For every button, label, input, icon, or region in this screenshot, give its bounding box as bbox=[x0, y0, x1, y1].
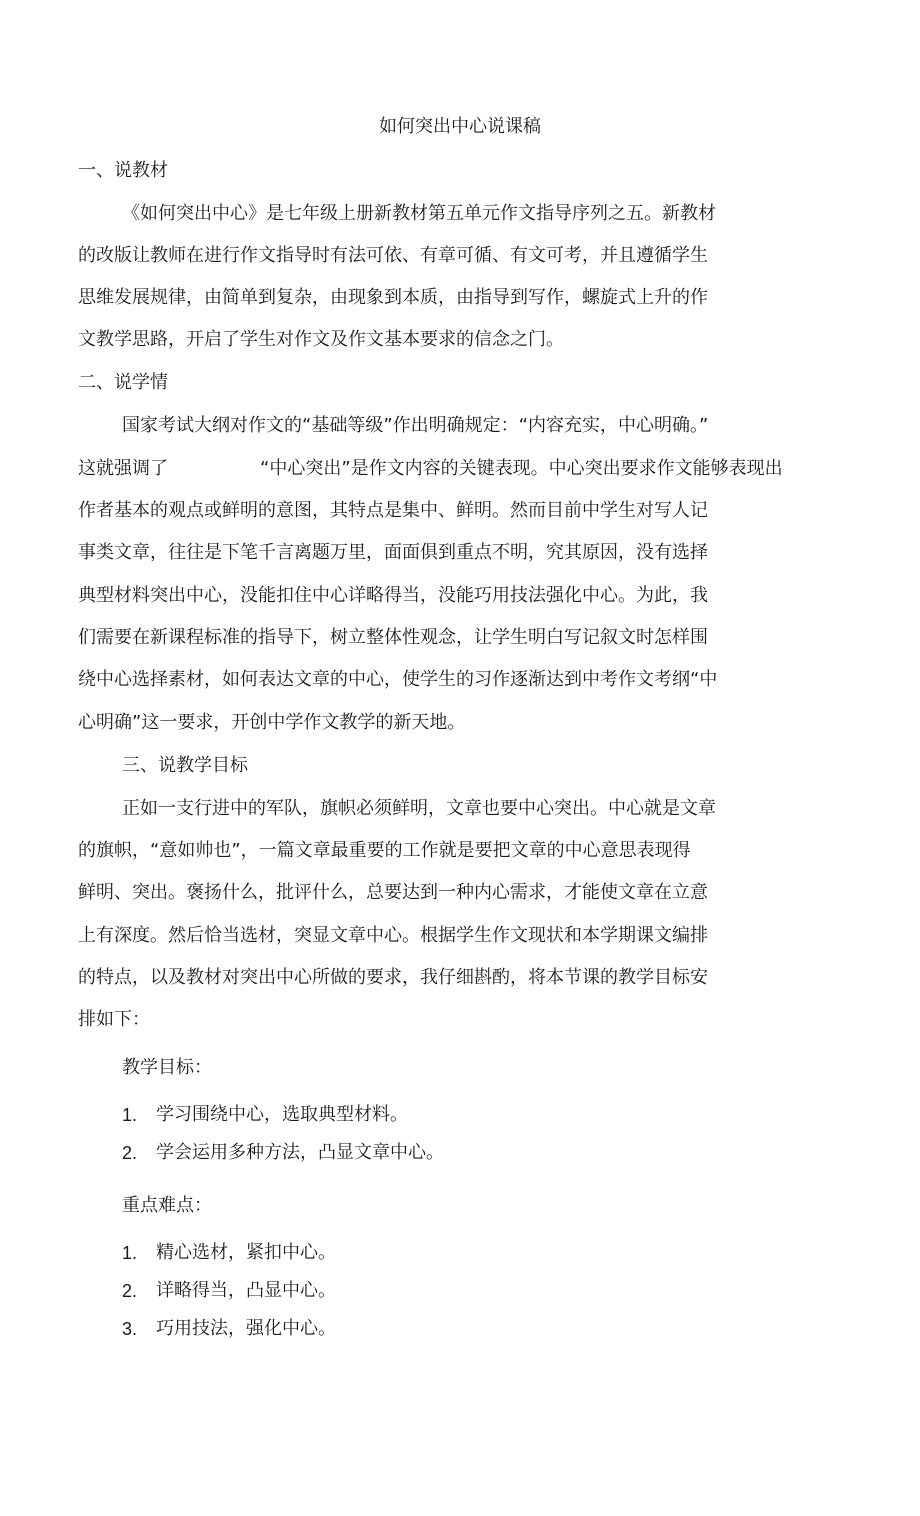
section-heading-3: 三、说教学目标 bbox=[122, 755, 248, 776]
paragraph-fragment: 这就强调了 bbox=[78, 458, 168, 479]
list-number: 2. bbox=[122, 1143, 138, 1163]
list-number: 3. bbox=[122, 1319, 138, 1339]
paragraph-line: 国家考试大纲对作文的“基础等级”作出明确规定：“内容充实，中心明确。” bbox=[122, 415, 709, 436]
paragraph-line bbox=[78, 456, 783, 482]
paragraph-line: 正如一支行进中的军队，旗帜必须鲜明，文章也要中心突出。中心就是文章 bbox=[122, 798, 716, 819]
key-point-item: 精心选材，紧扣中心。 bbox=[156, 1242, 336, 1263]
keys-label: 重点难点： bbox=[122, 1195, 212, 1216]
paragraph-line: 鲜明、突出。褒扬什么，批评什么，总要达到一种内心需求，才能使文章在立意 bbox=[78, 882, 708, 903]
goal-item: 学会运用多种方法，凸显文章中心。 bbox=[156, 1142, 444, 1163]
key-point-item: 巧用技法，强化中心。 bbox=[156, 1318, 336, 1339]
list-number: 2. bbox=[122, 1281, 138, 1301]
goal-item: 学习围绕中心，选取典型材料。 bbox=[156, 1104, 408, 1125]
paragraph-line: 思维发展规律，由简单到复杂，由现象到本质，由指导到写作，螺旋式上升的作 bbox=[78, 287, 708, 308]
paragraph-fragment: “中心突出”是作文内容的关键表现。中心突出要求作文能够表现出 bbox=[260, 458, 783, 479]
list-number: 1. bbox=[122, 1243, 138, 1263]
paragraph-line: 们需要在新课程标准的指导下，树立整体性观念，让学生明白写记叙文时怎样围 bbox=[78, 627, 708, 648]
paragraph-line: 的改版让教师在进行作文指导时有法可依、有章可循、有文可考，并且遵循学生 bbox=[78, 245, 708, 266]
paragraph-line: 上有深度。然后恰当选材，突显文章中心。根据学生作文现状和本学期课文编排 bbox=[78, 925, 708, 946]
list-number: 1. bbox=[122, 1105, 138, 1125]
goals-label: 教学目标： bbox=[122, 1057, 212, 1078]
paragraph-line: 《如何突出中心》是七年级上册新教材第五单元作文指导序列之五。新教材 bbox=[122, 203, 716, 224]
document-title: 如何突出中心说课稿 bbox=[379, 116, 541, 137]
paragraph-line: 排如下： bbox=[78, 1009, 150, 1030]
section-heading-1: 一、说教材 bbox=[78, 160, 168, 181]
paragraph-line: 绕中心选择素材，如何表达文章的中心，使学生的习作逐渐达到中考作文考纲“中 bbox=[78, 669, 718, 690]
paragraph-line: 的旗帜，“意如帅也”，一篇文章最重要的工作就是要把文章的中心意思表现得 bbox=[78, 840, 691, 861]
paragraph-line: 典型材料突出中心，没能扣住中心详略得当，没能巧用技法强化中心。为此，我 bbox=[78, 585, 708, 606]
paragraph-line: 作者基本的观点或鲜明的意图，其特点是集中、鲜明。然而目前中学生对写人记 bbox=[78, 500, 708, 521]
section-heading-2: 二、说学情 bbox=[78, 372, 168, 393]
paragraph-line: 的特点，以及教材对突出中心所做的要求，我仔细斟酌，将本节课的教学目标安 bbox=[78, 967, 708, 988]
key-point-item: 详略得当，凸显中心。 bbox=[156, 1280, 336, 1301]
paragraph-line: 事类文章，往往是下笔千言离题万里，面面俱到重点不明，究其原因，没有选择 bbox=[78, 542, 708, 563]
paragraph-line: 文教学思路，开启了学生对作文及作文基本要求的信念之门。 bbox=[78, 329, 564, 350]
paragraph-line: 心明确”这一要求，开创中学作文教学的新天地。 bbox=[78, 712, 466, 733]
